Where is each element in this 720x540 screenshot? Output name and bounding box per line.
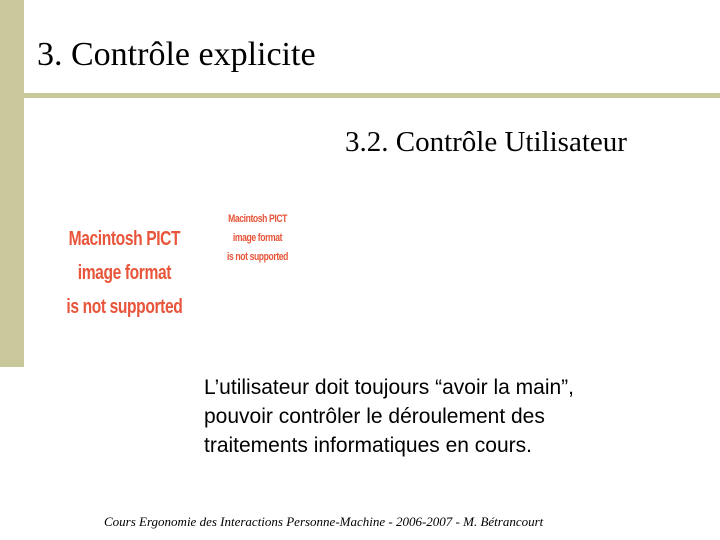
left-accent-bar — [0, 0, 24, 367]
title-underline-bar — [24, 93, 720, 98]
slide-body-text — [204, 373, 684, 460]
slide-footer: Cours Ergonomie des Interactions Personne-Machine - 2006-2007 - M. Bétrancourt — [104, 514, 544, 529]
slide-subtitle: 3.2. Contrôle Utilisateur — [345, 126, 627, 158]
placeholder-line-2: image format — [77, 262, 172, 284]
placeholder-line-3: is not supported — [66, 296, 183, 318]
body-line-1: L’utilisateur doit toujours “avoir la main”, — [204, 376, 575, 399]
slide-title: 3. Contrôle explicite — [37, 36, 316, 73]
body-line-3: traitements informatiques en cours. — [204, 434, 532, 457]
placeholder-line-1: Macintosh PICT — [68, 228, 181, 250]
placeholder-line-2: image format — [232, 232, 283, 244]
placeholder-line-1: Macintosh PICT — [228, 213, 287, 225]
placeholder-line-3: is not supported — [227, 251, 289, 263]
unsupported-image-placeholder-large — [62, 222, 187, 324]
unsupported-image-placeholder-small — [224, 210, 291, 267]
body-line-2: pouvoir contrôler le déroulement des — [204, 405, 545, 428]
